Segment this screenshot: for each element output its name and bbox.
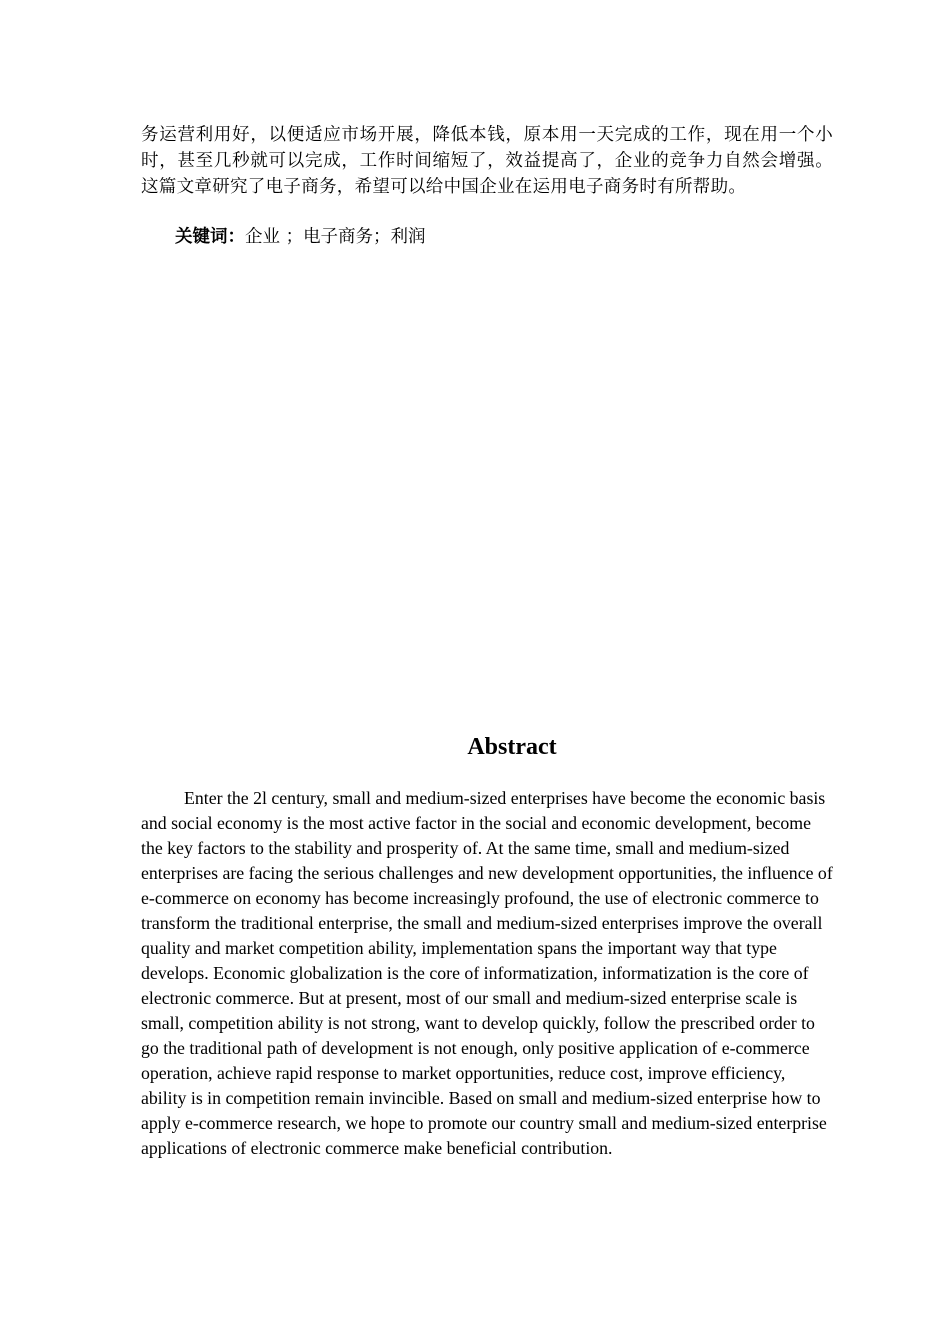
chinese-abstract-paragraph: 务运营利用好，以便适应市场开展，降低本钱，原本用一天完成的工作，现在用一个小时，甚至几秒就可以完成，工作时间缩短了，效益提高了，企业的竞争力自然会增强。这篇文章研究了电子商务，希望可以给中国企业在运用电子商务时有所帮助。 [141,125,833,197]
keywords-label: 关键词： [175,227,245,247]
abstract-heading: Abstract [467,734,557,760]
abstract-body-paragraph: Enter the 2l century, small and medium-sized enterprises have become the economic basis and social economy is the most active factor in the social and economic development, become the key factors to the stability and prosperity of. At the same time, small and medium-sized enterprises are facing the serious challenges and new development opportunities, the influence of e-commerce on economy has become increasingly profound, the use of electronic commerce to transform the traditional enterprise, the small and medium-sized enterprises improve the overall quality and market competition ability, implementation spans the important way that type develops. Economic globalization is the core of informatization, informatization is the core of electronic commerce. But at present, most of our small and medium-sized enterprise scale is small, competition ability is not strong, want to develop quickly, follow the prescribed order to go the traditional path of development is not enough, only positive application of e-commerce operation, achieve rapid response to market opportunities, reduce cost, improve efficiency, ability is in competition remain invincible. Based on small and medium-sized enterprise how to apply e-commerce research, we hope to promote our country small and medium-sized enterprise applications of electronic commerce make beneficial contribution. [141,788,833,1158]
keywords-value: 企业 ；电子商务；利润 [245,227,426,247]
keywords-line [175,224,426,250]
